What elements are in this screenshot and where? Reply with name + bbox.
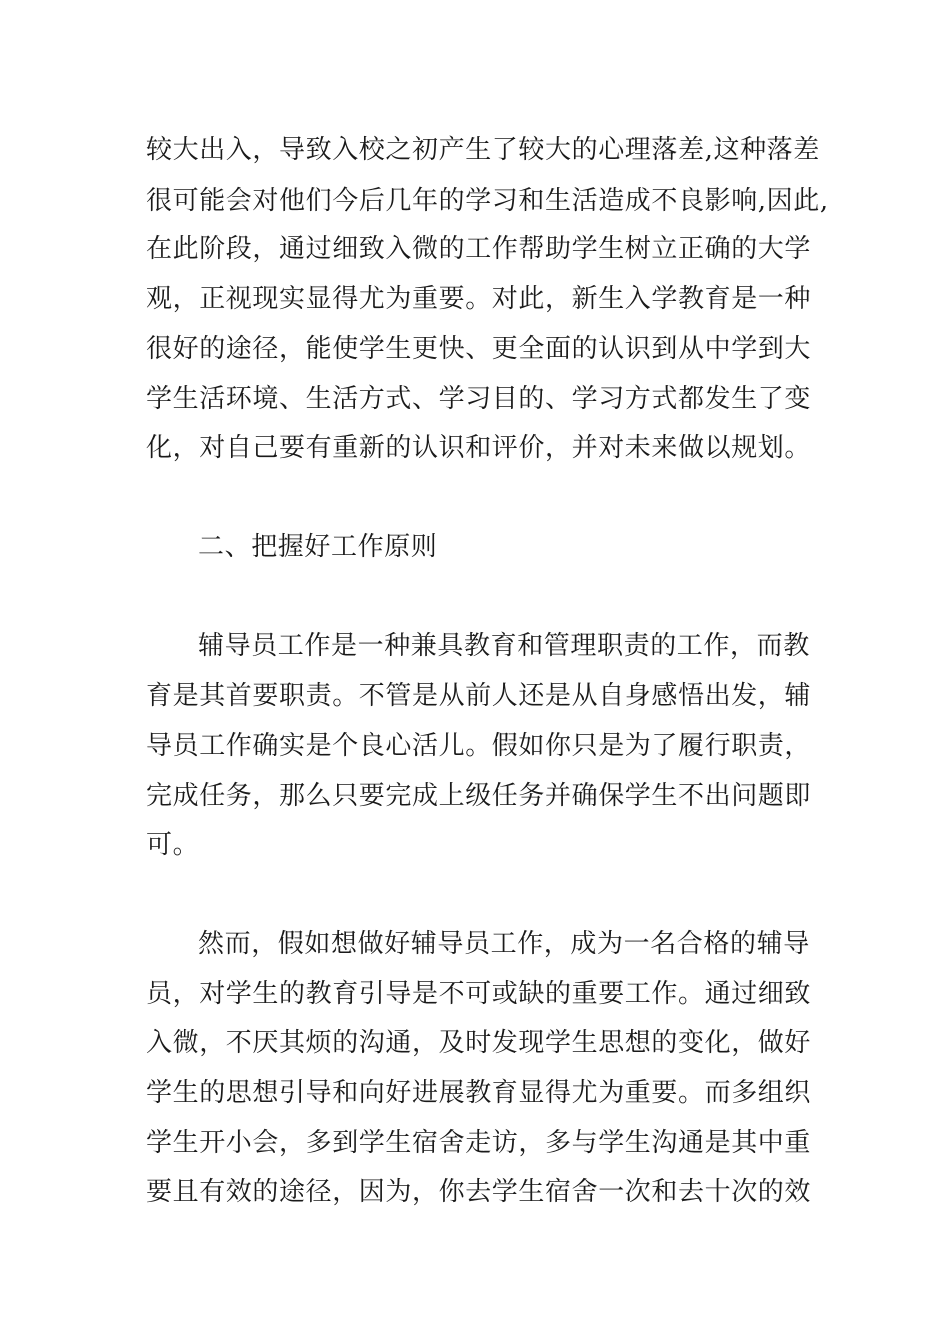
paragraph-1-line-5: 很好的途径，能使学生更快、更全面的认识到从中学到大 (146, 334, 812, 364)
paragraph-1-line-2: 很可能会对他们今后几年的学习和生活造成不良影响,因此, (146, 186, 829, 216)
paragraph-1-line-1: 较大出入，导致入校之初产生了较大的心理落差,这种落差 (146, 135, 820, 165)
paragraph-1-line-7: 化，对自己要有重新的认识和评价，并对未来做以规划。 (146, 433, 812, 463)
paragraph-2-line-4: 完成任务，那么只要完成上级任务并确保学生不出问题即 (146, 781, 812, 811)
paragraph-3-line-1: 然而，假如想做好辅导员工作，成为一名合格的辅导 (198, 929, 810, 959)
paragraph-1-line-3: 在此阶段，通过细致入微的工作帮助学生树立正确的大学 (146, 234, 812, 264)
paragraph-3-line-3: 入微，不厌其烦的沟通，及时发现学生思想的变化，做好 (146, 1028, 812, 1058)
paragraph-3-line-5: 学生开小会，多到学生宿舍走访，多与学生沟通是其中重 (146, 1128, 812, 1158)
section-heading: 二、把握好工作原则 (198, 532, 438, 562)
paragraph-3-line-2: 员，对学生的教育引导是不可或缺的重要工作。通过细致 (146, 979, 812, 1009)
paragraph-2-line-2: 育是其首要职责。不管是从前人还是从自身感悟出发，辅 (146, 681, 812, 711)
paragraph-1-line-6: 学生活环境、生活方式、学习目的、学习方式都发生了变 (146, 384, 812, 414)
paragraph-2-line-1: 辅导员工作是一种兼具教育和管理职责的工作，而教 (198, 631, 810, 661)
paragraph-2-line-3: 导员工作确实是个良心活儿。假如你只是为了履行职责， (146, 731, 812, 761)
paragraph-3-line-6: 要且有效的途径，因为，你去学生宿舍一次和去十次的效 (146, 1177, 812, 1207)
paragraph-1-line-4: 观，正视现实显得尤为重要。对此，新生入学教育是一种 (146, 284, 812, 314)
paragraph-2-line-5: 可。 (146, 830, 200, 860)
paragraph-3-line-4: 学生的思想引导和向好进展教育显得尤为重要。而多组织 (146, 1078, 812, 1108)
